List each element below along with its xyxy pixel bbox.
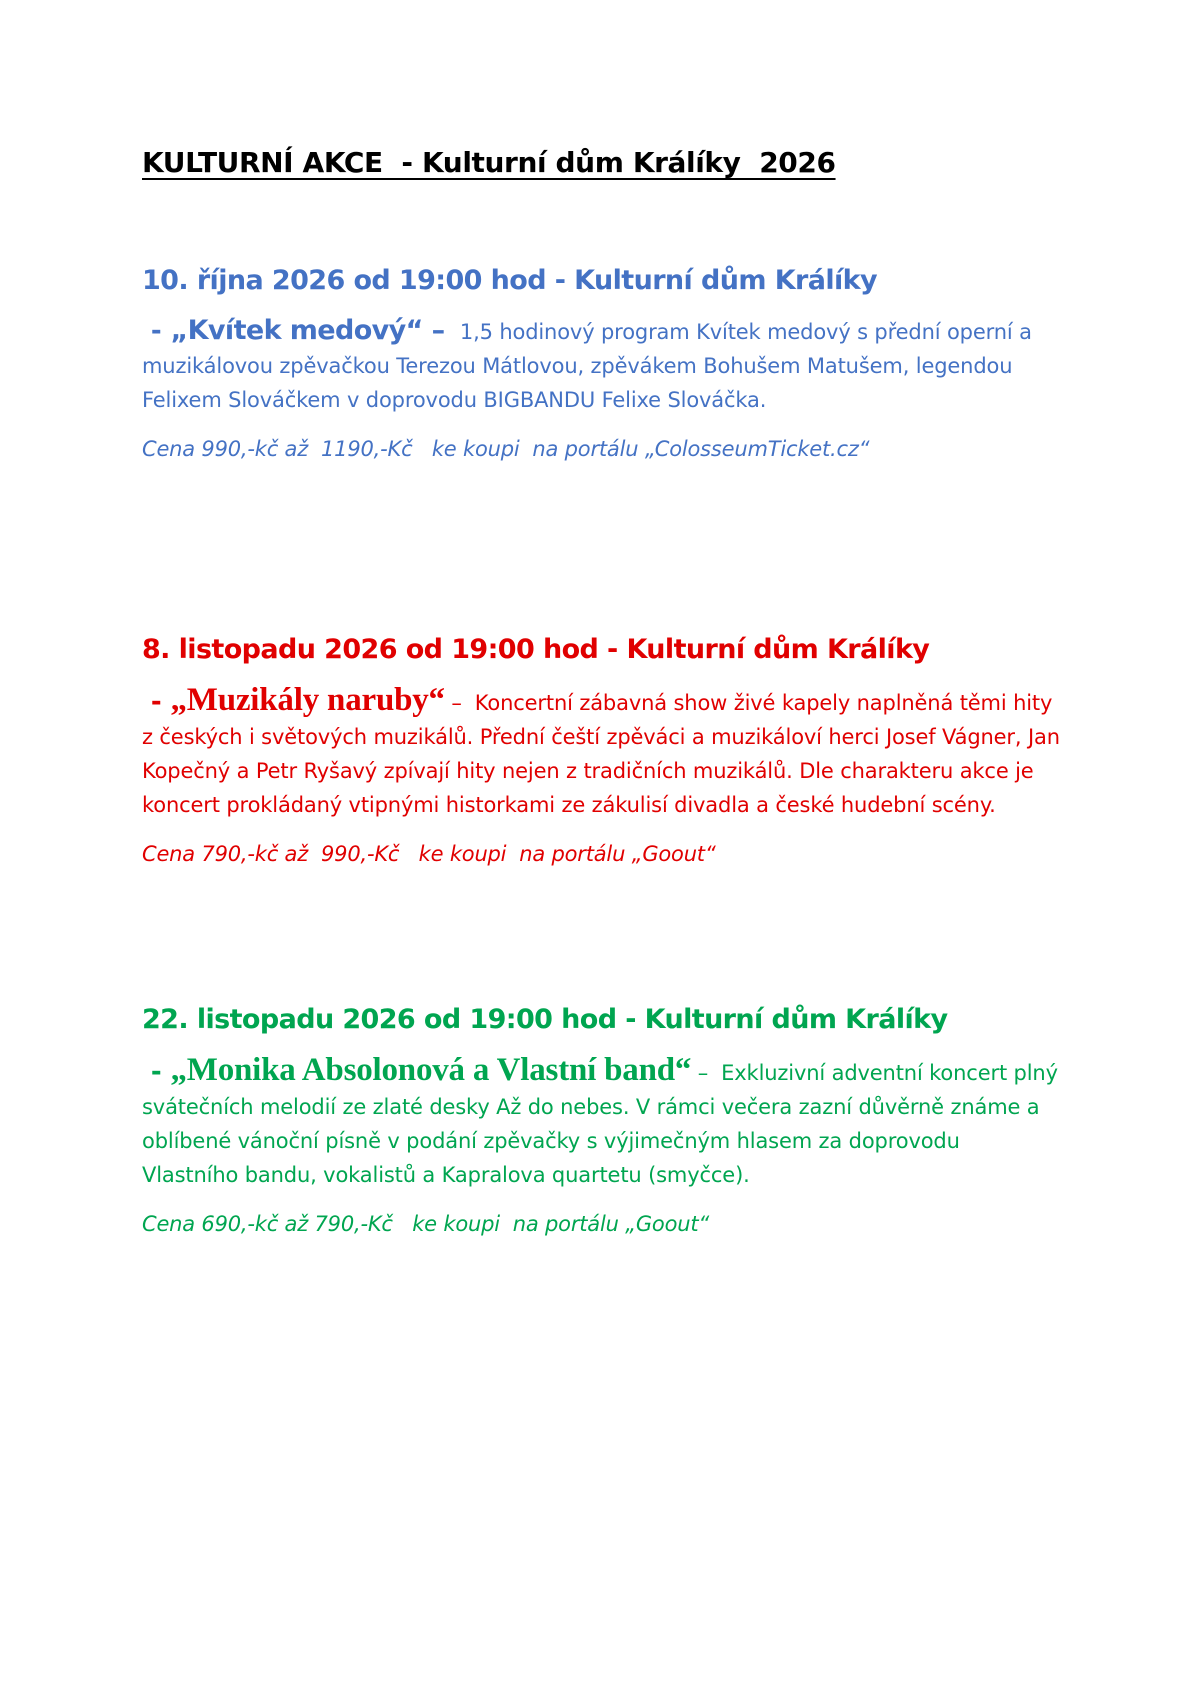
event-price: Cena 990,-kč až 1190,-Kč ke koupi na portálu „ColosseumTicket.cz“: [142, 437, 870, 461]
event-name: „Monika Absolonová a Vlastní band“: [170, 1052, 692, 1088]
list-dash: -: [142, 687, 171, 717]
name-dash: –: [691, 1061, 715, 1085]
event-date-heading: 10. října 2026 od 19:00 hod - Kulturní dům Králíky: [142, 265, 878, 296]
list-dash: -: [142, 316, 171, 346]
event-description: [142, 1053, 1062, 1192]
event-description-text: 1,5 hodinový program Kvítek medový s přední operní a muzikálovou zpěvačkou Terezou Mátlovou, zpěvákem Bohušem Matušem, legendou Felixem Slováčkem v doprovodu BIGBANDU Felixe Slováčka.: [142, 320, 1032, 412]
event-monika-absolonova: [142, 1004, 1062, 1236]
event-description-text: Exkluzivní adventní koncert plný svátečních melodií ze zlaté desky Až do nebes. V rámci večera zazní důvěrně známe a oblíbené vánoční písně v podání zpěvačky s výjimečným hlasem za doprovodu Vlastního bandu, vokalistů a Kapralova quartetu (smyčce).: [142, 1061, 1058, 1187]
event-name: „Muzikály naruby“: [170, 682, 445, 718]
event-muzikaly-naruby: [142, 634, 1062, 866]
document-title: KULTURNÍ AKCE - Kulturní dům Králíky 2026: [142, 146, 836, 179]
name-dash: –: [444, 691, 469, 715]
name-dash: –: [422, 315, 454, 346]
event-price: Cena 690,-kč až 790,-Kč ke koupi na portálu „Goout“: [142, 1212, 710, 1236]
event-date-heading: 22. listopadu 2026 od 19:00 hod - Kulturní dům Králíky: [142, 1004, 948, 1035]
event-description-text: Koncertní zábavná show živé kapely naplněná těmi hity z českých i světových muzikálů. Přední čeští zpěváci a muzikáloví herci Josef Vágner, Jan Kopečný a Petr Ryšavý zpívají hity nejen z tradičních muzikálů. Dle charakteru akce je koncert prokládaný vtipnými historkami ze zákulisí divadla a české hudební scény.: [142, 691, 1060, 817]
event-date-heading: 8. listopadu 2026 od 19:00 hod - Kulturní dům Králíky: [142, 634, 930, 665]
event-description: [142, 314, 1062, 417]
event-description: [142, 683, 1062, 822]
event-name: „Kvítek medový“: [170, 315, 423, 346]
event-kvitek-medovy: [142, 265, 1062, 461]
list-dash: -: [142, 1057, 171, 1087]
event-price: Cena 790,-kč až 990,-Kč ke koupi na portálu „Goout“: [142, 842, 716, 866]
